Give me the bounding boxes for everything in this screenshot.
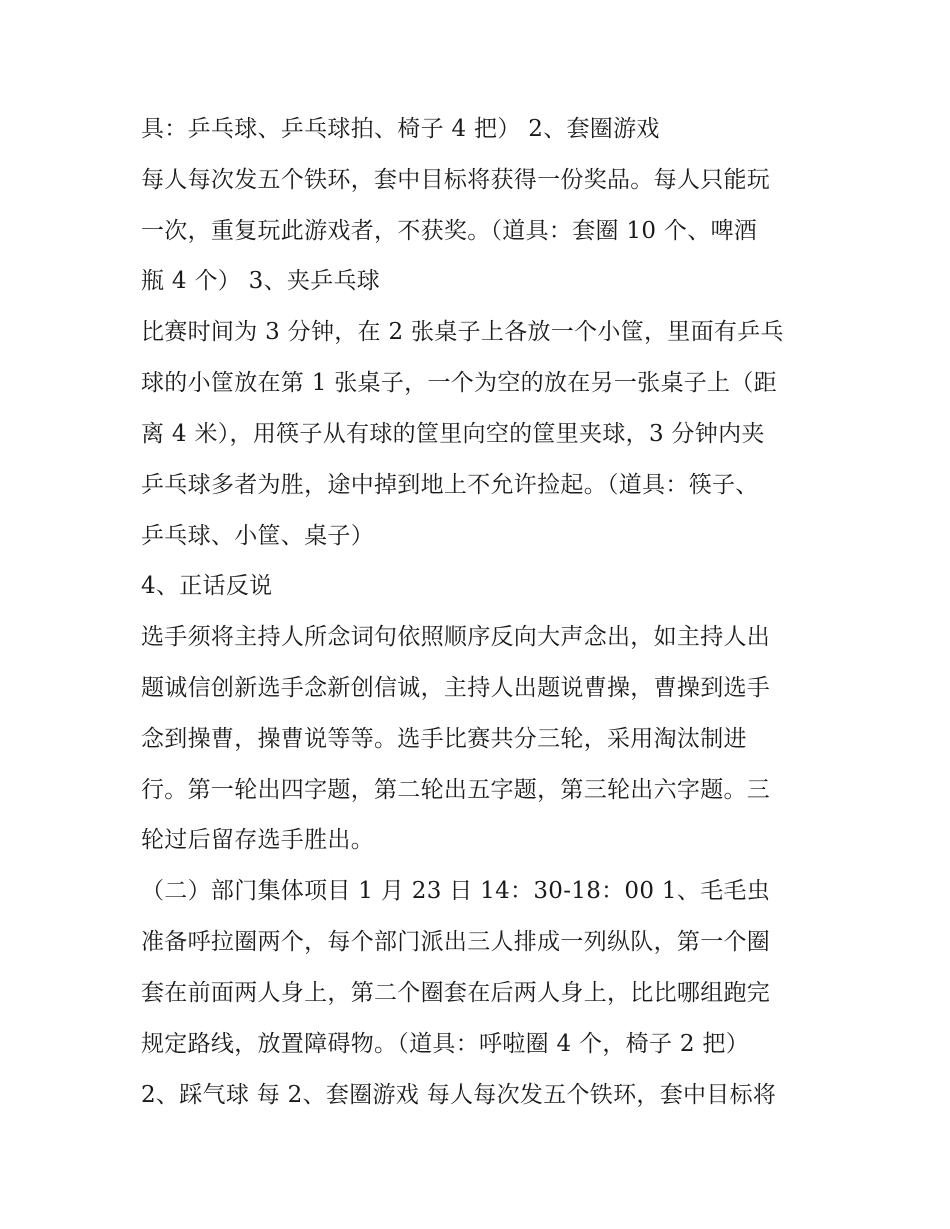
text-line: 一次，重复玩此游戏者，不获奖。（道具：套圈 10 个、啤酒 [141, 218, 758, 244]
text-line: 比赛时间为 3 分钟，在 2 张桌子上各放一个小筐，里面有乒乓 [141, 319, 784, 345]
text-line: 2、踩气球 每 2、套圈游戏 每人每次发五个铁环，套中目标将 [141, 1082, 777, 1108]
text-line: 每人每次发五个铁环，套中目标将获得一份奖品。每人只能玩 [141, 167, 771, 193]
text-line: 乒乓球多者为胜，途中掉到地上不允许捡起。（道具：筷子、 [141, 472, 759, 498]
text-line: 念到操曹，操曹说等等。选手比赛共分三轮，采用淘汰制进 [141, 726, 747, 752]
text-line: 瓶 4 个） 3、夹乒乓球 [141, 268, 381, 294]
text-line: 轮过后留存选手胜出。 [141, 827, 374, 853]
text-line: 球的小筐放在第 1 张桌子，一个为空的放在另一张桌子上（距 [141, 370, 777, 396]
text-line: 套在前面两人身上，第二个圈套在后两人身上，比比哪组跑完 [141, 980, 771, 1006]
text-line: 行。第一轮出四字题，第二轮出五字题，第三轮出六字题。三 [141, 777, 771, 803]
text-line: 乒乓球、小筐、桌子） [141, 523, 374, 549]
text-line: 准备呼拉圈两个，每个部门派出三人排成一列纵队，第一个圈 [141, 929, 771, 955]
text-line: 具：乒乓球、乒乓球拍、椅子 4 把） 2、套圈游戏 [141, 116, 660, 142]
text-line: 规定路线，放置障碍物。（道具：呼啦圈 4 个，椅子 2 把） [141, 1031, 750, 1057]
section-heading: （二）部门集体项目 1 月 23 日 14：30-18：00 1、毛毛虫 [141, 878, 771, 904]
text-line: 选手须将主持人所念词句依照顺序反向大声念出，如主持人出 [141, 624, 771, 650]
text-line: 离 4 米），用筷子从有球的筐里向空的筐里夹球，3 分钟内夹 [141, 421, 765, 447]
section-heading: 4、正话反说 [141, 573, 273, 599]
text-line: 题诚信创新选手念新创信诚，主持人出题说曹操，曹操到选手 [141, 675, 771, 701]
